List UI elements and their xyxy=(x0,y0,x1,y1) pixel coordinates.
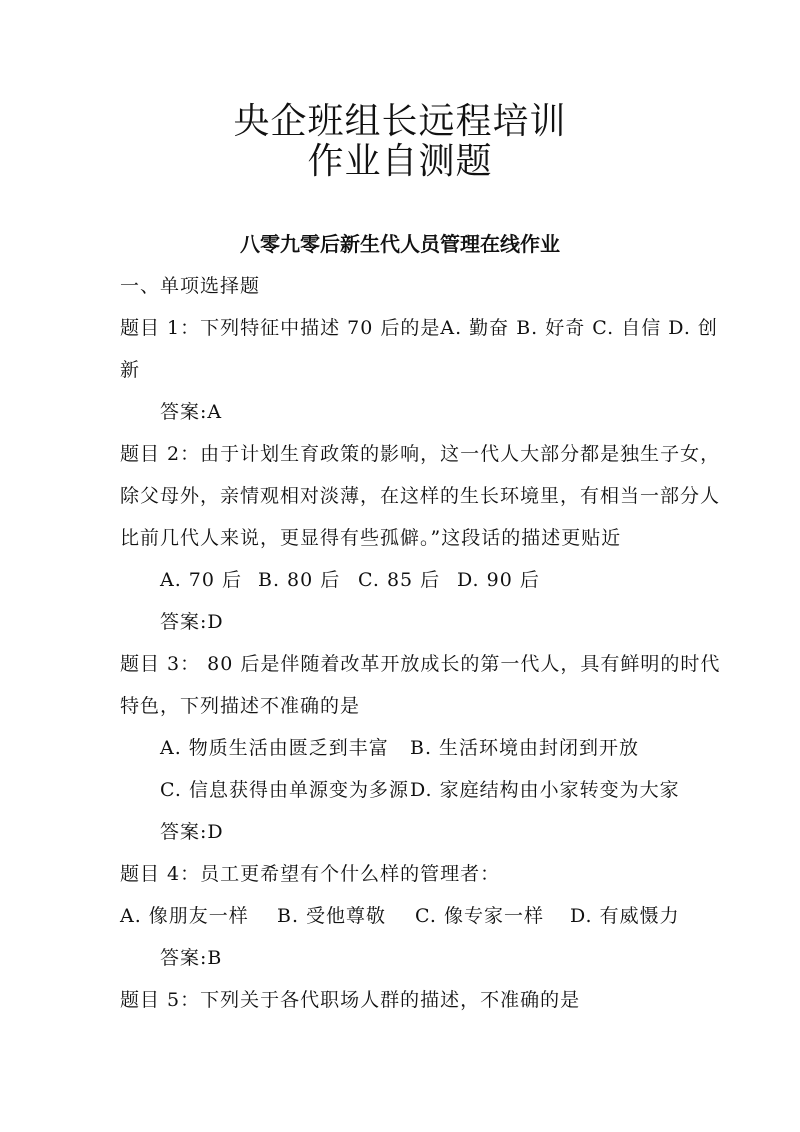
document-title-line-2: 作业自测题 xyxy=(307,141,493,182)
question-2-option-d: D. 90 后 xyxy=(457,569,540,591)
question-4-answer: 答案:B xyxy=(160,947,223,969)
question-2-text-cont-2: 比前几代人来说，更显得有些孤僻。”这段话的描述更贴近 xyxy=(120,527,622,549)
question-4-option-b: B. 受他尊敬 xyxy=(277,905,387,927)
question-4-option-c: C. 像专家一样 xyxy=(415,905,544,927)
question-3-text: 题目 3： 80 后是伴随着改革开放成长的第一代人，具有鲜明的时代 xyxy=(120,653,721,675)
document-title-line-1: 央企班组长远程培训 xyxy=(233,101,567,142)
question-3-text-cont: 特色，下列描述不准确的是 xyxy=(120,695,361,717)
question-4-option-a: A. 像朋友一样 xyxy=(120,905,249,927)
question-3-option-b: B. 生活环境由封闭到开放 xyxy=(410,737,640,759)
question-4-text: 题目 4：员工更希望有个什么样的管理者： xyxy=(120,863,501,885)
question-3-answer: 答案:D xyxy=(160,821,224,843)
question-1-text-cont: 新 xyxy=(120,359,141,381)
assignment-subtitle: 八零九零后新生代人员管理在线作业 xyxy=(240,232,560,256)
question-3-option-c: C. 信息获得由单源变为多源 xyxy=(160,779,409,801)
question-3-option-d: D. 家庭结构由小家转变为大家 xyxy=(410,779,680,801)
question-2-answer: 答案:D xyxy=(160,611,224,633)
section-heading: 一、单项选择题 xyxy=(120,275,261,297)
question-4-option-d: D. 有威慑力 xyxy=(570,905,680,927)
question-2-option-c: C. 85 后 xyxy=(358,569,441,591)
question-1-answer: 答案:A xyxy=(160,401,223,423)
question-2-text-cont-1: 除父母外，亲情观相对淡薄，在这样的生长环境里，有相当一部分人 xyxy=(120,485,721,507)
question-3-option-a: A. 物质生活由匮乏到丰富 xyxy=(160,737,389,759)
question-5-text: 题目 5：下列关于各代职场人群的描述，不准确的是 xyxy=(120,989,581,1011)
question-2-option-b: B. 80 后 xyxy=(258,569,341,591)
question-2-option-a: A. 70 后 xyxy=(160,569,243,591)
question-2-text: 题目 2：由于计划生育政策的影响，这一代人大部分都是独生子女， xyxy=(120,443,721,465)
question-1-text: 题目 1：下列特征中描述 70 后的是A. 勤奋 B. 好奇 C. 自信 D. 创 xyxy=(120,317,718,339)
